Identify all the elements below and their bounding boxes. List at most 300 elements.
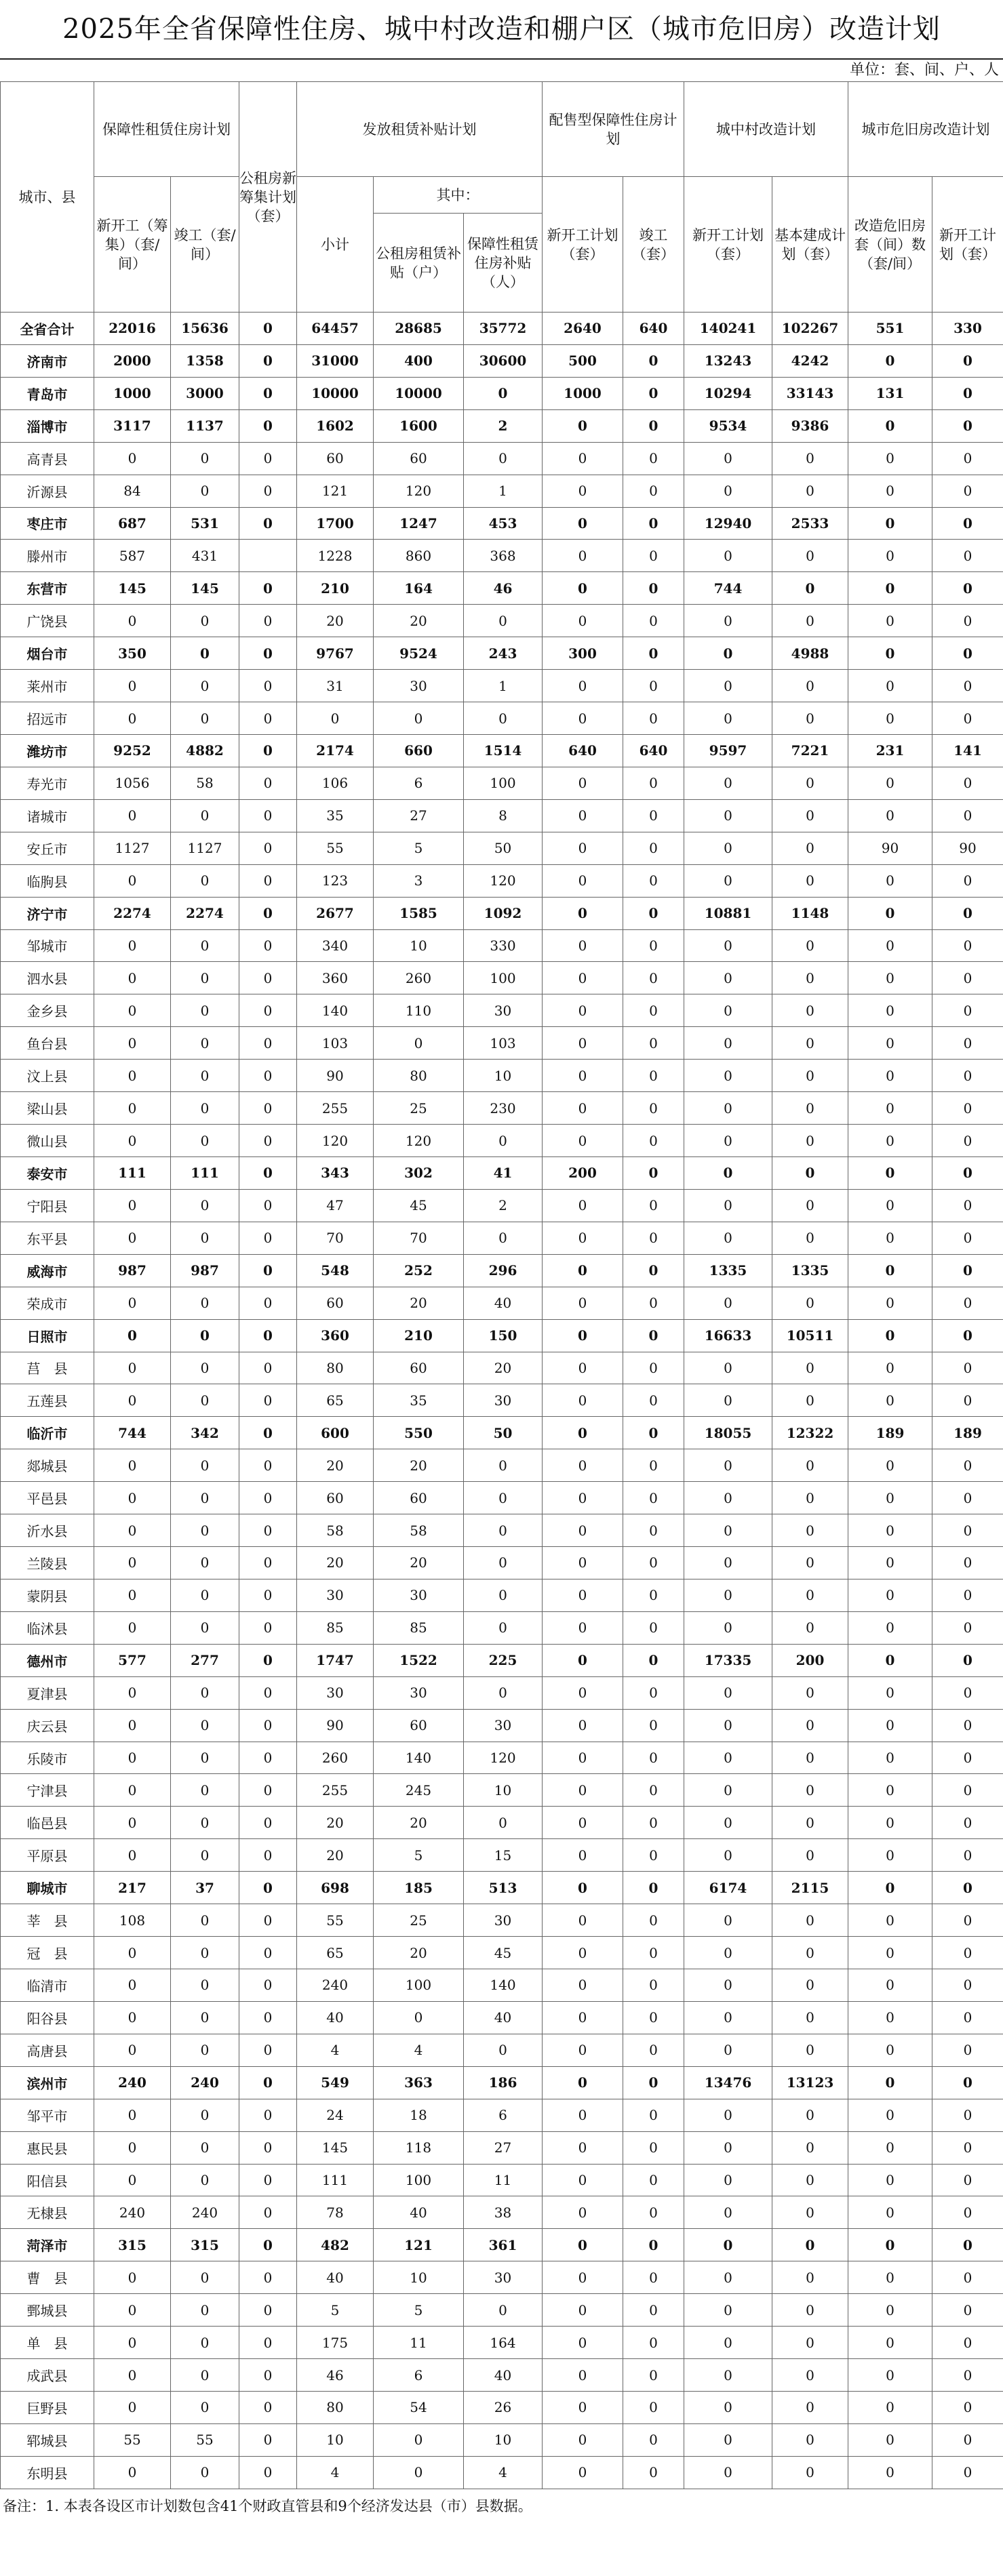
cell-value: 0 — [932, 897, 1003, 929]
cell-value: 987 — [171, 1254, 239, 1287]
cell-value: 200 — [543, 1156, 623, 1189]
county-row — [1, 2392, 1003, 2424]
cell-value: 0 — [684, 1676, 772, 1709]
cell-value: 0 — [94, 1384, 171, 1417]
cell-value: 0 — [772, 2327, 848, 2359]
region-name: 邹城市 — [1, 929, 94, 962]
cell-value: 10511 — [772, 1319, 848, 1352]
cell-value: 2 — [464, 409, 543, 442]
cell-value: 0 — [239, 1644, 297, 1676]
cell-value: 45 — [464, 1937, 543, 1969]
cell-value: 0 — [623, 1189, 684, 1222]
region-name: 邹平市 — [1, 2099, 94, 2131]
cell-value: 0 — [932, 344, 1003, 377]
cell-value: 0 — [623, 864, 684, 897]
cell-value: 0 — [848, 1254, 932, 1287]
cell-value: 150 — [464, 1319, 543, 1352]
cell-value: 453 — [464, 507, 543, 540]
cell-value: 577 — [94, 1644, 171, 1676]
cell-value: 35 — [297, 799, 374, 832]
county-row — [1, 1709, 1003, 1742]
cell-value: 7221 — [772, 734, 848, 767]
cell-value: 361 — [464, 2229, 543, 2261]
cell-value: 9524 — [374, 637, 464, 670]
cell-value: 103 — [297, 1027, 374, 1060]
region-name: 鱼台县 — [1, 1027, 94, 1060]
cell-value: 0 — [543, 2423, 623, 2456]
cell-value: 0 — [772, 1937, 848, 1969]
cell-value: 0 — [543, 1287, 623, 1319]
header-group-village: 城中村改造计划 — [684, 82, 848, 177]
cell-value: 0 — [239, 1676, 297, 1709]
cell-value: 0 — [932, 1482, 1003, 1514]
cell-value: 20 — [374, 1449, 464, 1482]
cell-value: 0 — [623, 1644, 684, 1676]
city-row — [1, 409, 1003, 442]
header-sub-guarantee: 保障性租赁住房补贴（人） — [464, 214, 543, 313]
cell-value: 0 — [684, 994, 772, 1027]
cell-value: 0 — [848, 1547, 932, 1579]
cell-value: 0 — [848, 1060, 932, 1092]
cell-value: 40 — [297, 2001, 374, 2034]
cell-value: 0 — [772, 572, 848, 605]
cell-value: 0 — [623, 2423, 684, 2456]
cell-value: 0 — [623, 2164, 684, 2196]
county-row — [1, 1676, 1003, 1709]
cell-value: 18055 — [684, 1417, 772, 1449]
cell-value: 0 — [932, 1579, 1003, 1611]
cell-value: 9534 — [684, 409, 772, 442]
cell-value: 0 — [94, 1287, 171, 1319]
county-row — [1, 1125, 1003, 1157]
cell-value: 0 — [848, 2359, 932, 2392]
cell-value: 0 — [848, 409, 932, 442]
cell-value: 0 — [239, 767, 297, 799]
cell-value: 0 — [239, 1287, 297, 1319]
cell-value: 10 — [374, 929, 464, 962]
cell-value: 120 — [464, 864, 543, 897]
region-name: 阳信县 — [1, 2164, 94, 2196]
cell-value: 30600 — [464, 344, 543, 377]
cell-value: 0 — [239, 2066, 297, 2099]
page-title: 2025年全省保障性住房、城中村改造和棚户区（城市危旧房）改造计划 — [62, 14, 941, 45]
cell-value: 0 — [772, 1709, 848, 1742]
cell-value: 0 — [94, 1742, 171, 1774]
cell-value: 4 — [297, 2034, 374, 2066]
cell-value: 0 — [772, 994, 848, 1027]
county-row — [1, 540, 1003, 572]
cell-value: 0 — [171, 1449, 239, 1482]
cell-value: 0 — [848, 1319, 932, 1352]
cell-value: 10 — [464, 1060, 543, 1092]
cell-value: 0 — [772, 832, 848, 864]
cell-value: 40 — [374, 2196, 464, 2229]
cell-value: 0 — [94, 2359, 171, 2392]
region-name: 荣成市 — [1, 1287, 94, 1319]
cell-value: 0 — [543, 2001, 623, 2034]
cell-value: 0 — [239, 1611, 297, 1644]
region-name: 青岛市 — [1, 377, 94, 409]
cell-value: 0 — [848, 2034, 932, 2066]
cell-value: 0 — [932, 1449, 1003, 1482]
region-name: 莒 县 — [1, 1352, 94, 1384]
cell-value: 0 — [239, 1222, 297, 1254]
cell-value: 0 — [623, 1417, 684, 1449]
cell-value: 64457 — [297, 313, 374, 345]
cell-value: 9386 — [772, 409, 848, 442]
cell-value: 0 — [543, 1839, 623, 1872]
cell-value: 0 — [932, 2261, 1003, 2294]
cell-value: 0 — [623, 767, 684, 799]
cell-value: 0 — [623, 1807, 684, 1839]
county-row — [1, 2131, 1003, 2164]
cell-value: 0 — [848, 1904, 932, 1937]
cell-value: 0 — [239, 2131, 297, 2164]
cell-value: 0 — [684, 605, 772, 637]
cell-value: 0 — [623, 1482, 684, 1514]
region-name: 微山县 — [1, 1125, 94, 1157]
cell-value: 0 — [239, 1027, 297, 1060]
cell-value: 0 — [171, 2261, 239, 2294]
cell-value: 164 — [464, 2327, 543, 2359]
cell-value: 0 — [239, 734, 297, 767]
cell-value: 0 — [772, 442, 848, 475]
cell-value: 0 — [239, 1060, 297, 1092]
cell-value: 0 — [932, 1839, 1003, 1872]
cell-value: 0 — [171, 2456, 239, 2489]
region-name: 高青县 — [1, 442, 94, 475]
cell-value: 0 — [848, 1156, 932, 1189]
county-row — [1, 2423, 1003, 2456]
cell-value: 0 — [543, 2099, 623, 2131]
cell-value: 698 — [297, 1872, 374, 1904]
header-sale-done: 竣工（套） — [623, 177, 684, 313]
cell-value: 0 — [239, 994, 297, 1027]
region-name: 莘 县 — [1, 1904, 94, 1937]
cell-value: 0 — [171, 1514, 239, 1547]
cell-value: 0 — [684, 1904, 772, 1937]
cell-value: 0 — [543, 1774, 623, 1807]
cell-value: 0 — [623, 1839, 684, 1872]
region-name: 临朐县 — [1, 864, 94, 897]
county-row — [1, 1092, 1003, 1125]
cell-value: 0 — [623, 2229, 684, 2261]
cell-value: 0 — [848, 2229, 932, 2261]
cell-value: 140 — [297, 994, 374, 1027]
cell-value: 0 — [623, 2131, 684, 2164]
cell-value: 0 — [772, 1287, 848, 1319]
cell-value: 30 — [374, 1676, 464, 1709]
cell-value: 0 — [684, 1222, 772, 1254]
cell-value: 0 — [543, 1417, 623, 1449]
cell-value: 0 — [239, 344, 297, 377]
cell-value: 4882 — [171, 734, 239, 767]
cell-value: 60 — [297, 1482, 374, 1514]
region-name: 广饶县 — [1, 605, 94, 637]
cell-value: 0 — [543, 1352, 623, 1384]
cell-value: 0 — [772, 702, 848, 735]
cell-value: 0 — [684, 2001, 772, 2034]
cell-value: 0 — [623, 994, 684, 1027]
cell-value: 60 — [297, 1287, 374, 1319]
cell-value: 0 — [932, 2327, 1003, 2359]
cell-value: 0 — [543, 2164, 623, 2196]
cell-value: 0 — [374, 2423, 464, 2456]
city-row — [1, 897, 1003, 929]
cell-value: 0 — [772, 1222, 848, 1254]
county-row — [1, 2294, 1003, 2327]
cell-value: 0 — [932, 2229, 1003, 2261]
cell-value: 0 — [623, 1319, 684, 1352]
cell-value: 0 — [684, 1027, 772, 1060]
cell-value: 315 — [94, 2229, 171, 2261]
cell-value: 0 — [464, 1611, 543, 1644]
cell-value: 106 — [297, 767, 374, 799]
cell-value: 9252 — [94, 734, 171, 767]
county-row — [1, 962, 1003, 994]
cell-value: 0 — [772, 2423, 848, 2456]
cell-value: 38 — [464, 2196, 543, 2229]
cell-value: 0 — [171, 1839, 239, 1872]
cell-value: 360 — [297, 962, 374, 994]
cell-value: 0 — [772, 767, 848, 799]
cell-value: 0 — [772, 1352, 848, 1384]
cell-value: 0 — [239, 1839, 297, 1872]
cell-value: 0 — [848, 2392, 932, 2424]
cell-value: 131 — [848, 377, 932, 409]
cell-value: 0 — [623, 2392, 684, 2424]
cell-value: 0 — [239, 1872, 297, 1904]
cell-value: 118 — [374, 2131, 464, 2164]
cell-value: 0 — [932, 442, 1003, 475]
cell-value: 660 — [374, 734, 464, 767]
cell-value: 4988 — [772, 637, 848, 670]
cell-value: 0 — [543, 1872, 623, 1904]
table-body — [1, 313, 1003, 2489]
cell-value: 0 — [848, 1839, 932, 1872]
cell-value: 0 — [932, 1872, 1003, 1904]
region-name: 潍坊市 — [1, 734, 94, 767]
region-name: 庆云县 — [1, 1709, 94, 1742]
cell-value: 0 — [623, 929, 684, 962]
header-rental-new: 新开工（筹集）（套/间） — [94, 177, 171, 313]
cell-value: 4 — [374, 2034, 464, 2066]
cell-value: 0 — [543, 897, 623, 929]
cell-value: 0 — [684, 1189, 772, 1222]
cell-value: 0 — [171, 1807, 239, 1839]
cell-value: 0 — [684, 702, 772, 735]
cell-value: 0 — [932, 1742, 1003, 1774]
cell-value: 0 — [239, 637, 297, 670]
cell-value: 0 — [543, 1514, 623, 1547]
cell-value: 0 — [171, 1579, 239, 1611]
cell-value: 145 — [297, 2131, 374, 2164]
cell-value: 20 — [297, 605, 374, 637]
cell-value: 296 — [464, 1254, 543, 1287]
region-name: 临沂市 — [1, 1417, 94, 1449]
cell-value: 549 — [297, 2066, 374, 2099]
cell-value: 0 — [171, 2001, 239, 2034]
cell-value: 0 — [684, 864, 772, 897]
cell-value: 0 — [772, 475, 848, 507]
cell-value: 4 — [464, 2456, 543, 2489]
cell-value: 0 — [772, 929, 848, 962]
cell-value: 400 — [374, 344, 464, 377]
cell-value: 0 — [772, 1027, 848, 1060]
cell-value: 35772 — [464, 313, 543, 345]
cell-value: 0 — [772, 1547, 848, 1579]
cell-value: 0 — [623, 1514, 684, 1547]
cell-value: 0 — [848, 1384, 932, 1417]
cell-value: 103 — [464, 1027, 543, 1060]
cell-value: 0 — [543, 2294, 623, 2327]
cell-value: 0 — [684, 767, 772, 799]
cell-value: 0 — [848, 1579, 932, 1611]
cell-value: 0 — [932, 864, 1003, 897]
cell-value: 189 — [932, 1417, 1003, 1449]
cell-value: 0 — [171, 2294, 239, 2327]
region-name: 汶上县 — [1, 1060, 94, 1092]
cell-value: 0 — [848, 2456, 932, 2489]
cell-value: 0 — [171, 1027, 239, 1060]
cell-value: 277 — [171, 1644, 239, 1676]
cell-value: 431 — [171, 540, 239, 572]
cell-value: 1747 — [297, 1644, 374, 1676]
cell-value: 0 — [932, 929, 1003, 962]
cell-value: 0 — [848, 1969, 932, 2002]
cell-value: 744 — [684, 572, 772, 605]
cell-value: 0 — [543, 2392, 623, 2424]
region-name: 单 县 — [1, 2327, 94, 2359]
cell-value: 0 — [772, 2261, 848, 2294]
plan-table — [0, 81, 1003, 2489]
cell-value: 0 — [684, 2196, 772, 2229]
cell-value: 0 — [543, 2066, 623, 2099]
cell-value: 0 — [171, 1937, 239, 1969]
cell-value: 20 — [374, 1287, 464, 1319]
cell-value: 0 — [623, 1254, 684, 1287]
cell-value: 16633 — [684, 1319, 772, 1352]
cell-value: 58 — [171, 767, 239, 799]
cell-value: 0 — [684, 1287, 772, 1319]
cell-value: 0 — [239, 2327, 297, 2359]
cell-value: 0 — [932, 1319, 1003, 1352]
cell-value: 0 — [171, 1092, 239, 1125]
cell-value: 0 — [239, 475, 297, 507]
region-name: 招远市 — [1, 702, 94, 735]
cell-value: 0 — [623, 1709, 684, 1742]
cell-value: 0 — [94, 442, 171, 475]
cell-value: 482 — [297, 2229, 374, 2261]
cell-value: 0 — [932, 2423, 1003, 2456]
cell-value: 0 — [684, 1449, 772, 1482]
cell-value: 0 — [543, 1807, 623, 1839]
cell-value: 0 — [684, 1937, 772, 1969]
cell-value: 0 — [239, 1774, 297, 1807]
cell-value: 0 — [932, 377, 1003, 409]
cell-value: 0 — [543, 832, 623, 864]
county-row — [1, 994, 1003, 1027]
county-row — [1, 799, 1003, 832]
cell-value: 0 — [623, 670, 684, 702]
cell-value: 20 — [464, 1352, 543, 1384]
cell-value: 1700 — [297, 507, 374, 540]
cell-value: 0 — [171, 2392, 239, 2424]
header-sub-public: 公租房租赁补贴（户） — [374, 214, 464, 313]
county-row — [1, 1027, 1003, 1060]
cell-value: 0 — [94, 2131, 171, 2164]
cell-value: 0 — [684, 2034, 772, 2066]
region-name: 日照市 — [1, 1319, 94, 1352]
county-row — [1, 2164, 1003, 2196]
cell-value: 240 — [297, 1969, 374, 2002]
cell-value: 5 — [374, 1839, 464, 1872]
region-name: 淄博市 — [1, 409, 94, 442]
cell-value: 0 — [772, 2392, 848, 2424]
cell-value: 30 — [464, 1384, 543, 1417]
cell-value: 0 — [848, 1937, 932, 1969]
region-name: 平原县 — [1, 1839, 94, 1872]
cell-value: 30 — [374, 1579, 464, 1611]
cell-value: 0 — [239, 1417, 297, 1449]
cell-value: 0 — [684, 1125, 772, 1157]
cell-value: 30 — [464, 994, 543, 1027]
cell-value: 0 — [239, 2001, 297, 2034]
cell-value: 0 — [94, 1189, 171, 1222]
city-row — [1, 344, 1003, 377]
cell-value: 0 — [932, 1027, 1003, 1060]
cell-value: 189 — [848, 1417, 932, 1449]
cell-value: 0 — [94, 1125, 171, 1157]
cell-value: 0 — [932, 1644, 1003, 1676]
cell-value: 0 — [543, 1969, 623, 2002]
cell-value: 30 — [464, 1709, 543, 1742]
county-row — [1, 1222, 1003, 1254]
cell-value: 0 — [171, 2327, 239, 2359]
cell-value: 0 — [932, 1807, 1003, 1839]
cell-value: 342 — [171, 1417, 239, 1449]
cell-value: 210 — [374, 1319, 464, 1352]
cell-value: 0 — [623, 2196, 684, 2229]
cell-value: 0 — [239, 377, 297, 409]
cell-value: 0 — [94, 702, 171, 735]
cell-value: 0 — [171, 442, 239, 475]
cell-value: 0 — [94, 1807, 171, 1839]
cell-value: 0 — [848, 344, 932, 377]
cell-value: 0 — [171, 637, 239, 670]
cell-value: 0 — [464, 1125, 543, 1157]
cell-value: 0 — [171, 2131, 239, 2164]
cell-value: 0 — [623, 1060, 684, 1092]
cell-value: 0 — [171, 962, 239, 994]
cell-value: 0 — [848, 2131, 932, 2164]
cell-value: 0 — [543, 2131, 623, 2164]
cell-value: 0 — [94, 1969, 171, 2002]
cell-value: 0 — [848, 929, 932, 962]
cell-value: 0 — [171, 1125, 239, 1157]
cell-value: 0 — [171, 670, 239, 702]
cell-value: 1228 — [297, 540, 374, 572]
cell-value: 27 — [374, 799, 464, 832]
cell-value: 0 — [623, 1969, 684, 2002]
cell-value: 0 — [171, 2034, 239, 2066]
cell-value: 0 — [623, 1287, 684, 1319]
cell-value: 20 — [297, 1449, 374, 1482]
city-row — [1, 1872, 1003, 1904]
cell-value: 0 — [239, 1742, 297, 1774]
cell-value: 20 — [297, 1839, 374, 1872]
cell-value: 0 — [543, 767, 623, 799]
